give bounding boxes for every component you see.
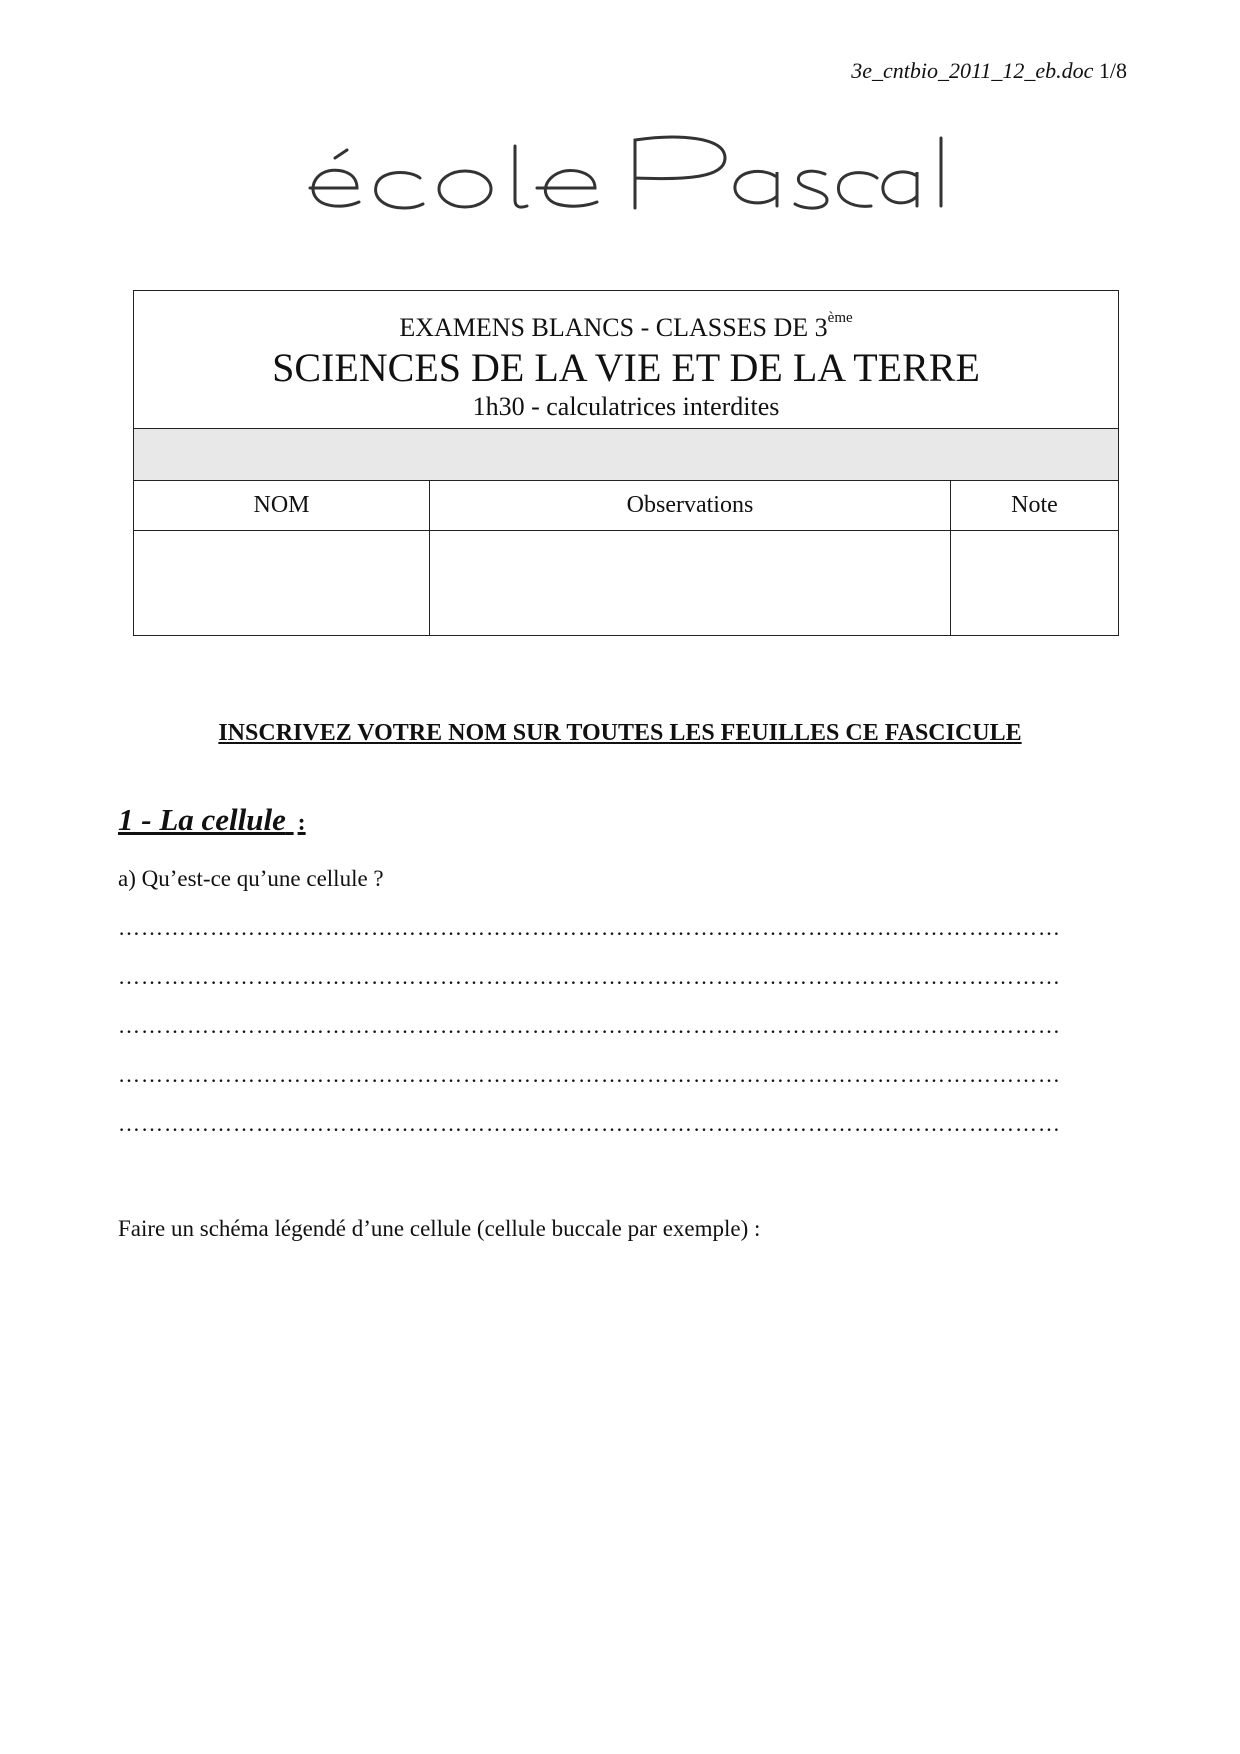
column-note: Note [1011,492,1058,518]
diagram-task: Faire un schéma légendé d’une cellule (cellule buccale par exemple) : [118,1216,761,1241]
section-title-colon: : [297,810,306,836]
exam-type-superscript: ème [827,310,853,326]
answer-line[interactable]: …………………………………………………………………………………………………………… [118,964,1061,989]
name-instruction: INSCRIVEZ VOTRE NOM SUR TOUTES LES FEUILLES CE FASCICULE [218,720,1022,746]
section-title-text: 1 - La cellule [118,802,286,837]
page-number: 1/8 [1098,58,1127,83]
grey-band [134,429,1118,481]
exam-type: EXAMENS BLANCS - CLASSES DE 3ème [399,310,853,342]
document-filename: 3e_cntbio_2011_12_eb.doc [851,58,1094,83]
question-a: a) Qu’est-ce qu’une cellule ? [118,866,384,891]
note-cell[interactable] [951,531,1118,635]
exam-title-block [134,291,1118,429]
column-observations: Observations [430,481,951,530]
section-heading [118,802,306,838]
column-nom: NOM [134,481,430,530]
document-reference [851,58,1127,84]
answer-line[interactable]: …………………………………………………………………………………………………………… [118,1111,1061,1136]
nom-cell[interactable] [134,531,430,635]
answer-line[interactable]: …………………………………………………………………………………………………………… [118,1062,1061,1087]
answer-line[interactable]: …………………………………………………………………………………………………………… [118,915,1061,940]
school-logo [305,128,950,218]
exam-duration: 1h30 - calculatrices interdites [472,392,780,421]
grading-header-row [134,481,1118,531]
exam-header-box [133,290,1119,636]
exam-subject: SCIENCES DE LA VIE ET DE LA TERRE [272,345,980,390]
observations-cell[interactable] [430,531,951,635]
answer-line[interactable]: …………………………………………………………………………………………………………… [118,1013,1061,1038]
grading-body-row [134,531,1118,635]
